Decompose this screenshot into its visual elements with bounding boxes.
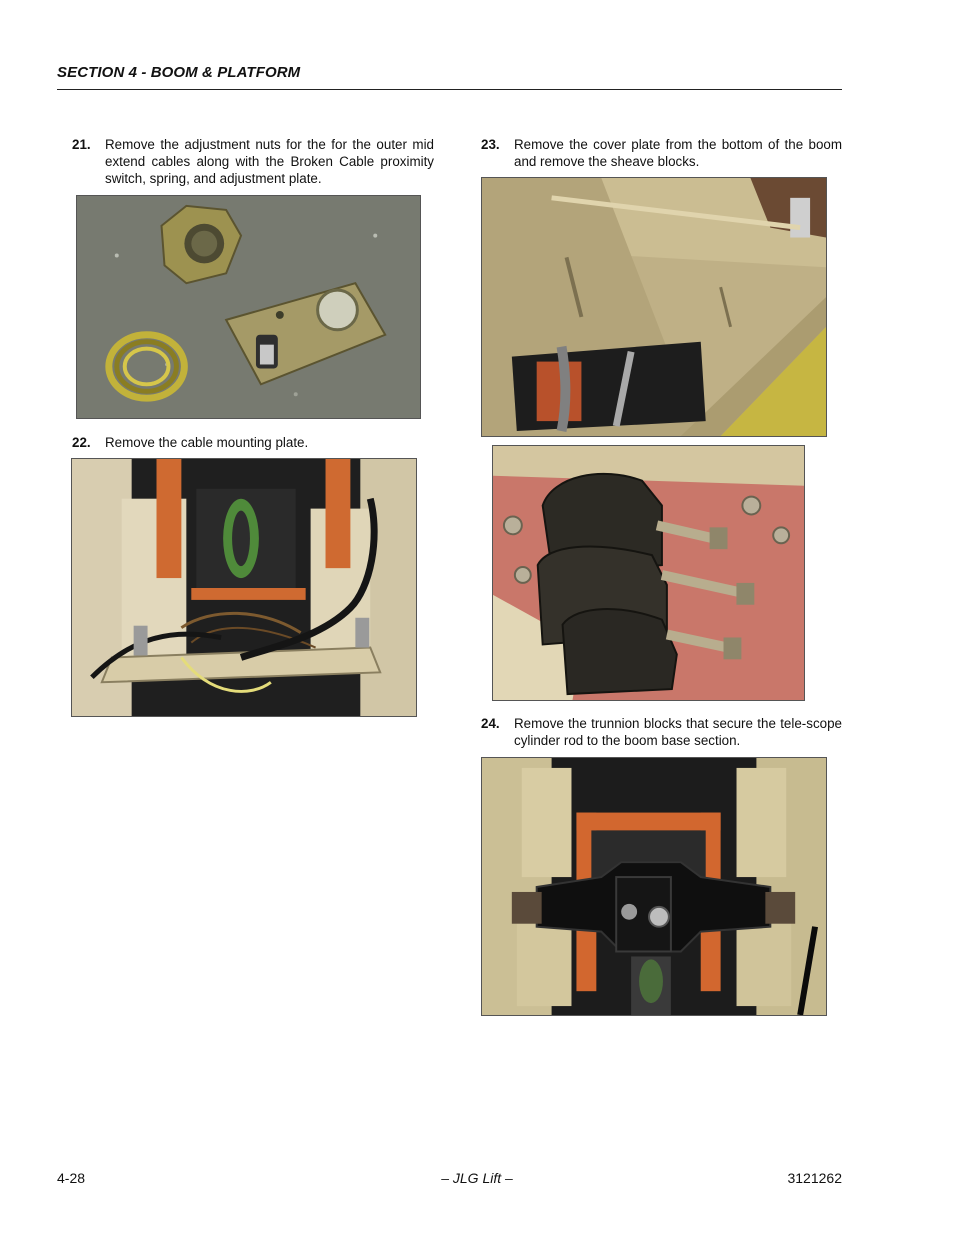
photo-sheave-blocks [492,445,805,701]
photo-trunnion-blocks-image [482,758,826,1015]
step-text: Remove the cable mounting plate. [105,435,309,450]
header-rule [57,89,842,90]
step-text: Remove the cover plate from the bottom of the boom and remove the sheave blocks. [514,137,842,169]
step-21 [72,136,434,188]
step-number: 24. [481,716,500,731]
step-22 [72,434,434,452]
step-number: 21. [72,137,91,152]
step-text: Remove the trunnion blocks that secure the tele-scope cylinder rod to the boom base section. [514,716,842,748]
footer-center-text: – JLG Lift – [441,1170,513,1186]
photo-cable-mounting-plate [71,458,417,717]
step-24 [481,715,842,750]
step-text: Remove the adjustment nuts for the for the outer mid extend cables along with the Broken Cable proximity switch, spring, and adjustment plate. [105,137,434,186]
step-number: 23. [481,137,500,152]
photo-cover-plate [481,177,827,437]
step-number: 22. [72,435,91,450]
step-23 [481,136,842,171]
photo-cover-plate-image [482,178,826,436]
photo-adjustment-nuts-image [77,196,420,418]
section-header: SECTION 4 - BOOM & PLATFORM [57,64,301,81]
footer-doc-number: 3121262 [787,1170,842,1186]
photo-trunnion-blocks [481,757,827,1016]
photo-adjustment-nuts [76,195,421,419]
photo-cable-mounting-plate-image [72,459,416,716]
photo-sheave-blocks-image [493,446,804,700]
footer-page-number: 4-28 [57,1170,86,1186]
